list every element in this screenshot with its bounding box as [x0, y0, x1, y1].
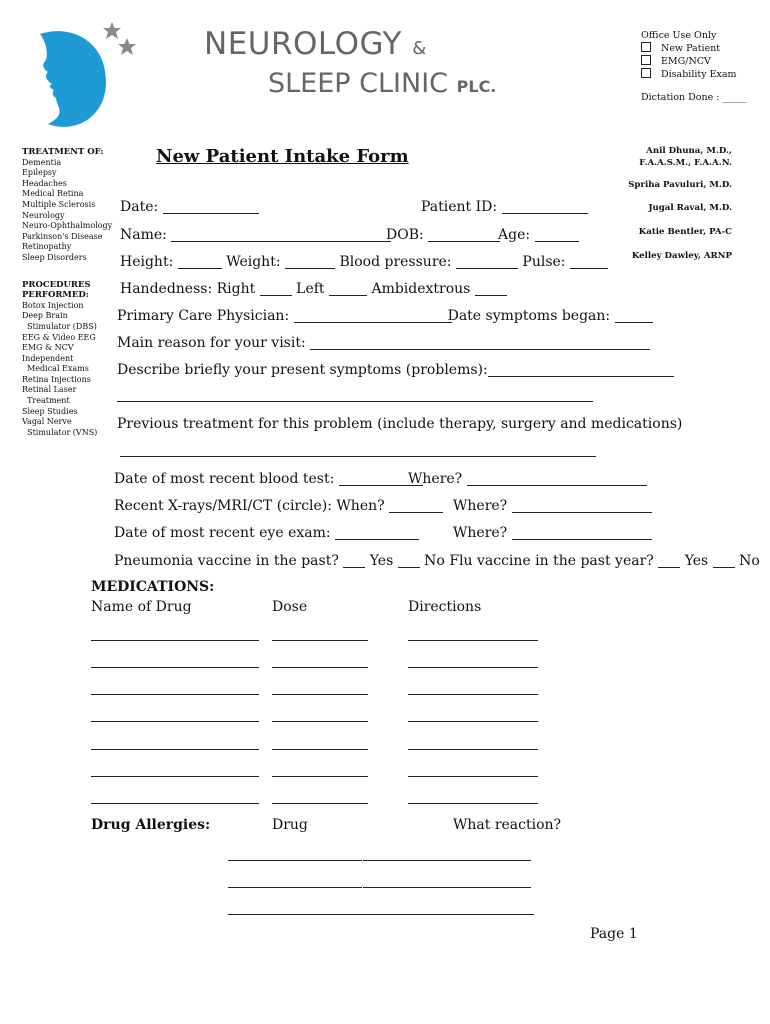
right-hand-input[interactable] — [260, 281, 292, 296]
pulse-input[interactable] — [570, 254, 608, 269]
blood-pressure-input[interactable] — [456, 254, 518, 269]
procedure-item: Independent — [22, 353, 74, 363]
dose-input[interactable] — [272, 640, 368, 641]
clinic-name-line1: NEUROLOGY & — [204, 26, 427, 62]
drug-name-input[interactable] — [91, 721, 259, 722]
dose-input[interactable] — [272, 776, 368, 777]
directions-input[interactable] — [408, 749, 538, 750]
treatment-item: Parkinson's Disease — [22, 231, 103, 241]
ambidextrous-input[interactable] — [475, 281, 507, 296]
name-input[interactable] — [171, 227, 391, 242]
left-hand-input[interactable] — [329, 281, 367, 296]
stars-icon — [101, 20, 141, 60]
name-field: Name: — [120, 227, 391, 243]
symptoms-line-2[interactable] — [117, 401, 593, 402]
drug-name-input[interactable] — [91, 776, 259, 777]
xray-where-input[interactable] — [512, 498, 652, 513]
treatment-item: Multiple Sclerosis — [22, 199, 96, 209]
new-patient-label: New Patient — [661, 43, 721, 54]
procedure-item: EMG & NCV — [22, 343, 74, 353]
procedure-item: Retinal Laser — [22, 385, 77, 395]
patient-id-field: Patient ID: — [421, 199, 588, 215]
services-sidebar — [22, 147, 117, 438]
treatment-item: Sleep Disorders — [22, 252, 87, 262]
dob-field: DOB: — [386, 227, 500, 243]
vaccine-row: Pneumonia vaccine in the past? Yes No Flu vaccine in the past year? Yes No — [114, 553, 760, 569]
procedures-list — [22, 301, 117, 439]
height-input[interactable] — [178, 254, 222, 269]
moon-face-icon — [40, 31, 106, 127]
doctor-credentials: F.A.A.S.M., F.A.A.N. — [639, 158, 732, 168]
xray-row: Recent X-rays/MRI/CT (circle): When? — [114, 498, 443, 514]
drug-name-input[interactable] — [91, 694, 259, 695]
procedures-heading: PROCEDURES PERFORMED: — [22, 279, 91, 301]
col-dose-header: Dose — [272, 599, 308, 615]
allergy-drug-header: Drug — [272, 817, 308, 833]
treatment-item: Headaches — [22, 178, 67, 188]
allergy-reaction-input[interactable] — [363, 860, 531, 861]
doctor-name: Jugal Raval, M.D. — [648, 203, 732, 213]
treatment-heading: TREATMENT OF: — [22, 147, 104, 157]
treatment-item: Neuro-Ophthalmology — [22, 221, 113, 231]
allergy-drug-input[interactable] — [228, 860, 362, 861]
main-reason-row: Main reason for your visit: — [117, 335, 650, 351]
pneumonia-yes-input[interactable] — [343, 553, 365, 568]
flu-yes-input[interactable] — [658, 553, 680, 568]
allergy-reaction-input[interactable] — [363, 887, 531, 888]
drug-name-input[interactable] — [91, 667, 259, 668]
vitals-row: Height: Weight: Blood pressure: Pulse: — [120, 254, 608, 270]
main-reason-input[interactable] — [310, 335, 650, 350]
disability-exam-label: Disability Exam — [661, 69, 737, 80]
doctor-list — [600, 146, 750, 286]
previous-treatment-label: Previous treatment for this problem (include therapy, surgery and medications) — [117, 416, 683, 432]
directions-input[interactable] — [408, 721, 538, 722]
previous-treatment-input[interactable] — [120, 456, 596, 457]
procedure-item: Vagal Nerve — [22, 417, 72, 427]
patient-id-input[interactable] — [502, 199, 588, 214]
dob-input[interactable] — [428, 227, 500, 242]
disability-exam-checkbox[interactable] — [641, 68, 651, 78]
directions-input[interactable] — [408, 640, 538, 641]
dictation-done: Dictation Done : _____ — [641, 92, 747, 103]
form-title: New Patient Intake Form — [156, 146, 409, 167]
allergy-line-input[interactable] — [228, 914, 534, 915]
age-field: Age: — [498, 227, 579, 243]
procedure-item: Stimulator (DBS) — [22, 321, 97, 331]
directions-input[interactable] — [408, 776, 538, 777]
eye-exam-where-input[interactable] — [512, 525, 652, 540]
treatment-list — [22, 158, 117, 264]
procedure-item: Sleep Studies — [22, 406, 78, 416]
drug-name-input[interactable] — [91, 803, 259, 804]
office-use-box — [641, 30, 737, 81]
col-directions-header: Directions — [408, 599, 482, 615]
medications-heading: MEDICATIONS: — [91, 579, 215, 595]
doctor-name: Kelley Dawley, ARNP — [631, 251, 732, 261]
dose-input[interactable] — [272, 694, 368, 695]
dose-input[interactable] — [272, 803, 368, 804]
treatment-item: Medical Retina — [22, 189, 84, 199]
dose-input[interactable] — [272, 749, 368, 750]
col-drug-header: Name of Drug — [91, 599, 192, 615]
directions-input[interactable] — [408, 694, 538, 695]
procedure-item: Botox Injection — [22, 300, 84, 310]
allergy-reaction-header: What reaction? — [453, 817, 562, 833]
dose-input[interactable] — [272, 667, 368, 668]
flu-no-input[interactable] — [713, 553, 735, 568]
page-number: Page 1 — [590, 926, 638, 942]
drug-allergies-label: Drug Allergies: — [91, 817, 211, 833]
symptoms-row: Describe briefly your present symptoms (problems): — [117, 362, 674, 378]
symptoms-began-input[interactable] — [615, 308, 653, 323]
date-input[interactable] — [163, 199, 259, 214]
weight-input[interactable] — [285, 254, 335, 269]
emg-ncv-label: EMG/NCV — [661, 56, 711, 67]
office-use-title: Office Use Only — [641, 30, 717, 41]
pcp-input[interactable] — [294, 308, 452, 323]
treatment-item: Retinopathy — [22, 242, 72, 252]
treatment-item: Neurology — [22, 210, 65, 220]
directions-input[interactable] — [408, 667, 538, 668]
doctor-name: Katie Bentler, PA-C — [638, 227, 732, 237]
handedness-row: Handedness: Right Left Ambidextrous — [120, 281, 507, 297]
procedure-item: Medical Exams — [22, 364, 89, 374]
procedure-item: Deep Brain — [22, 311, 68, 321]
doctor-name: Anil Dhuna, M.D., — [646, 146, 732, 156]
emg-ncv-checkbox[interactable] — [641, 55, 651, 65]
pneumonia-no-input[interactable] — [398, 553, 420, 568]
eye-exam-row: Date of most recent eye exam: — [114, 525, 419, 541]
doctor-name: Spriha Pavuluri, M.D. — [628, 180, 732, 190]
dose-input[interactable] — [272, 721, 368, 722]
symptoms-input[interactable] — [488, 362, 674, 377]
eye-exam-date-input[interactable] — [335, 525, 419, 540]
eye-exam-where-field: Where? — [453, 525, 652, 541]
age-input[interactable] — [535, 227, 579, 242]
new-patient-checkbox[interactable] — [641, 42, 651, 52]
blood-test-row: Date of most recent blood test: — [114, 471, 423, 487]
procedure-item: Retina Injections — [22, 374, 91, 384]
drug-name-input[interactable] — [91, 640, 259, 641]
blood-test-where-input[interactable] — [467, 471, 647, 486]
allergy-drug-input[interactable] — [228, 887, 362, 888]
directions-input[interactable] — [408, 803, 538, 804]
xray-when-input[interactable] — [389, 498, 443, 513]
date-field: Date: — [120, 199, 259, 215]
treatment-item: Dementia — [22, 157, 62, 167]
procedure-item: Stimulator (VNS) — [22, 427, 98, 437]
blood-test-where-field: Where? — [408, 471, 647, 487]
clinic-name-line2: SLEEP CLINIC PLC. — [268, 68, 497, 99]
xray-where-field: Where? — [453, 498, 652, 514]
procedure-item: EEG & Video EEG — [22, 332, 96, 342]
procedure-item: Treatment — [22, 396, 70, 406]
drug-name-input[interactable] — [91, 749, 259, 750]
pcp-row: Primary Care Physician: Date symptoms began: — [117, 308, 653, 324]
treatment-item: Epilepsy — [22, 168, 57, 178]
